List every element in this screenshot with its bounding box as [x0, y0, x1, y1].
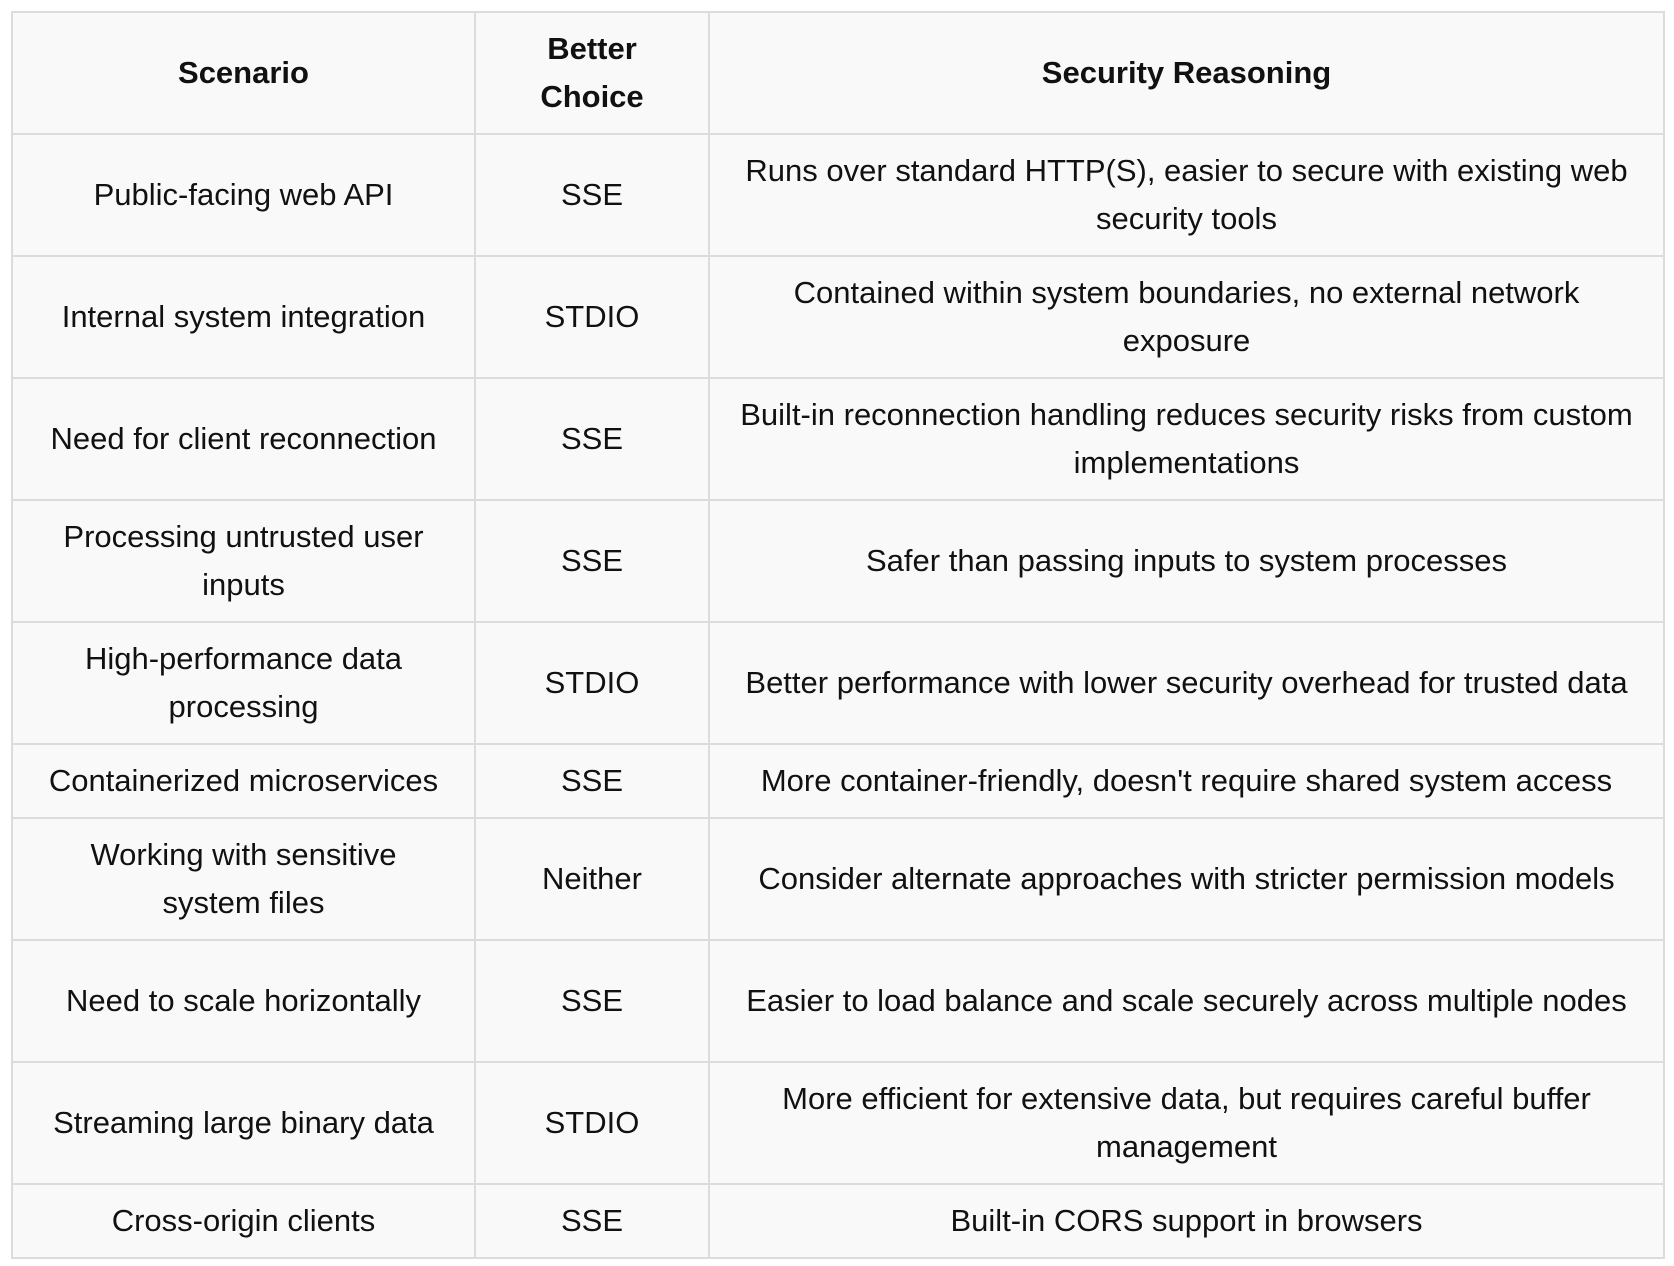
cell-reasoning: Runs over standard HTTP(S), easier to secure with existing web security tools — [709, 134, 1664, 256]
comparison-table-container — [11, 11, 1663, 1259]
header-row — [12, 12, 1664, 134]
cell-reasoning: Safer than passing inputs to system processes — [709, 500, 1664, 622]
table-header — [12, 12, 1664, 134]
cell-scenario: Need to scale horizontally — [12, 940, 475, 1062]
cell-scenario: Internal system integration — [12, 256, 475, 378]
cell-reasoning: Consider alternate approaches with stricter permission models — [709, 818, 1664, 940]
comparison-table — [11, 11, 1665, 1259]
cell-scenario: Public-facing web API — [12, 134, 475, 256]
cell-scenario: Streaming large binary data — [12, 1062, 475, 1184]
cell-scenario: High-performance data processing — [12, 622, 475, 744]
cell-reasoning: Built-in CORS support in browsers — [709, 1184, 1664, 1258]
cell-scenario: Cross-origin clients — [12, 1184, 475, 1258]
header-security-reasoning: Security Reasoning — [709, 12, 1664, 134]
cell-choice: Neither — [475, 818, 709, 940]
header-better-choice: Better Choice — [475, 12, 709, 134]
table-row — [12, 940, 1664, 1062]
cell-choice: SSE — [475, 744, 709, 818]
cell-choice: STDIO — [475, 622, 709, 744]
cell-scenario: Working with sensitive system files — [12, 818, 475, 940]
cell-scenario: Containerized microservices — [12, 744, 475, 818]
table-row — [12, 744, 1664, 818]
cell-reasoning: Easier to load balance and scale securely across multiple nodes — [709, 940, 1664, 1062]
table-row — [12, 378, 1664, 500]
cell-choice: SSE — [475, 134, 709, 256]
table-row — [12, 500, 1664, 622]
table-row — [12, 818, 1664, 940]
cell-reasoning: More container-friendly, doesn't require shared system access — [709, 744, 1664, 818]
table-row — [12, 1184, 1664, 1258]
cell-reasoning: Built-in reconnection handling reduces security risks from custom implementations — [709, 378, 1664, 500]
cell-choice: STDIO — [475, 256, 709, 378]
cell-choice: SSE — [475, 378, 709, 500]
cell-reasoning: Better performance with lower security overhead for trusted data — [709, 622, 1664, 744]
cell-choice: SSE — [475, 940, 709, 1062]
table-body — [12, 134, 1664, 1258]
cell-scenario: Need for client reconnection — [12, 378, 475, 500]
cell-scenario: Processing untrusted user inputs — [12, 500, 475, 622]
cell-choice: STDIO — [475, 1062, 709, 1184]
table-row — [12, 622, 1664, 744]
table-row — [12, 134, 1664, 256]
cell-reasoning: Contained within system boundaries, no external network exposure — [709, 256, 1664, 378]
cell-choice: SSE — [475, 1184, 709, 1258]
header-scenario: Scenario — [12, 12, 475, 134]
table-row — [12, 256, 1664, 378]
table-row — [12, 1062, 1664, 1184]
cell-choice: SSE — [475, 500, 709, 622]
cell-reasoning: More efficient for extensive data, but requires careful buffer management — [709, 1062, 1664, 1184]
